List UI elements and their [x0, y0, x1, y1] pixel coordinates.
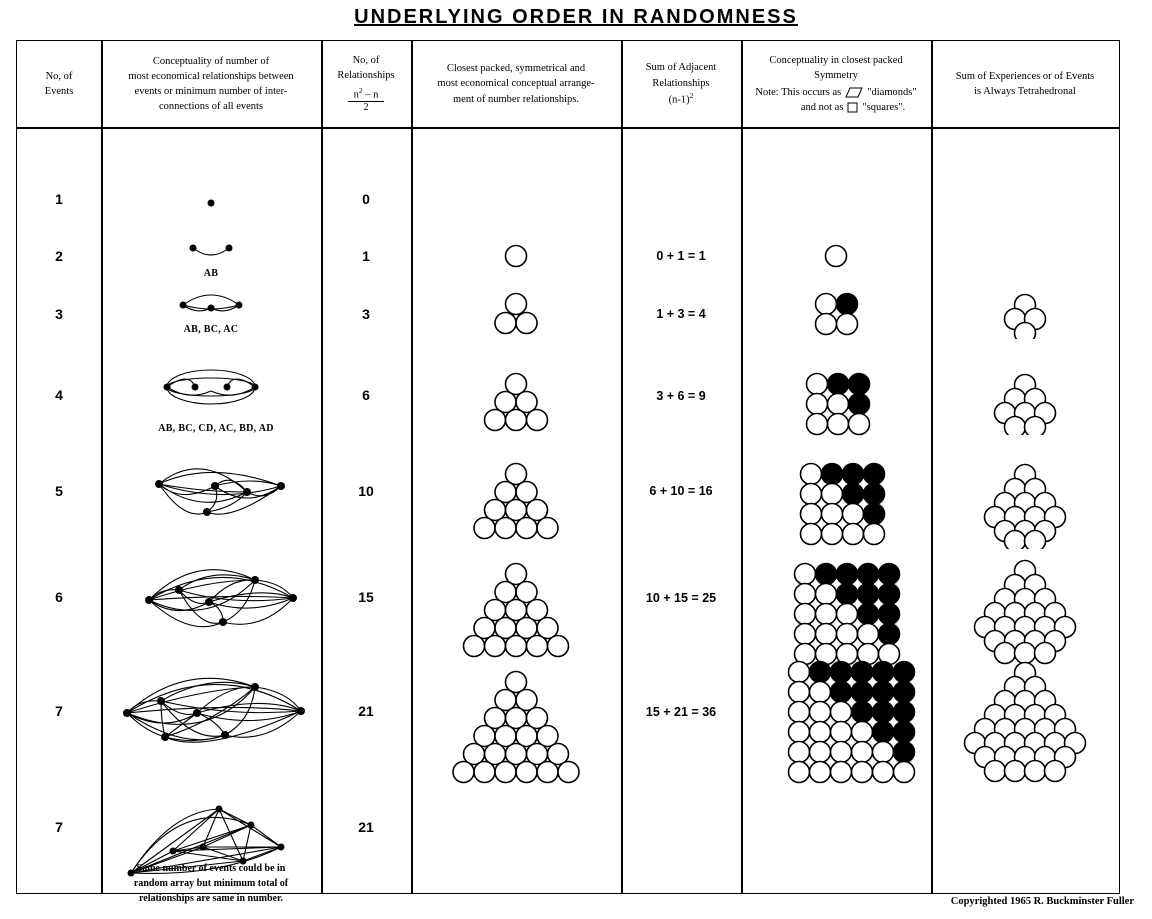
header-line: connections of all events [158, 101, 264, 113]
header-line: Relationships [337, 70, 395, 82]
packing-triangle-5 [411, 461, 621, 547]
header-closest-packed-arrangement [411, 41, 621, 127]
packing-diamond-6 [931, 559, 1119, 667]
row-sum-2: 0 + 1 = 1 [656, 249, 706, 263]
random-array-footnote [101, 861, 321, 906]
header-conceptuality-closest-packed-symmetry [741, 41, 931, 127]
square-icon [847, 102, 858, 113]
row-relationships-2: 1 [362, 248, 370, 264]
row-events-5: 5 [55, 483, 63, 499]
packing-triangle-2 [411, 239, 621, 273]
note-prefix: Note: This occurs as [755, 87, 842, 98]
packing-triangle-6 [411, 561, 621, 667]
graph-label-2: AB [203, 268, 219, 279]
graph-label-4: AB, BC, CD, AC, BD, AD [158, 423, 274, 434]
page-title-text: UNDERLYING ORDER IN RANDOMNESS [354, 6, 798, 28]
packing-square-5 [741, 461, 931, 551]
header-line: most economical conceptual arrange- [437, 78, 595, 90]
header-no-of-relationships [321, 41, 411, 127]
column-divider-1 [101, 41, 103, 893]
graph-4 [111, 361, 311, 423]
row-sum-6: 10 + 15 = 25 [645, 591, 717, 605]
note-mid: "diamonds" [867, 87, 917, 98]
note-suffix: and not as [800, 102, 844, 114]
packing-square-4 [741, 371, 931, 437]
column-divider-2 [321, 41, 323, 893]
row-relationships-7: 21 [358, 703, 374, 719]
header-sum-of-experiences-tetrahedral [931, 41, 1119, 127]
header-line: is Always Tetrahedronal [974, 86, 1076, 97]
graph-5 [111, 446, 311, 536]
header-line: Closest packed, symmetrical and [446, 63, 586, 75]
header-line: Sum of Experiences or of Events [955, 70, 1095, 82]
row-sum-4: 3 + 6 = 9 [656, 389, 706, 403]
row-events-4: 4 [55, 387, 63, 403]
row-events-3: 3 [55, 306, 63, 322]
header-conceptuality-relationships [101, 41, 321, 127]
row-events-1: 1 [55, 191, 63, 207]
graph-7 [105, 651, 317, 767]
header-line: Conceptuality of number of [152, 55, 270, 67]
graph-1 [111, 181, 311, 221]
row-events-2: 2 [55, 248, 63, 264]
row-sum-3: 1 + 3 = 4 [656, 307, 706, 321]
copyright-notice: Copyrighted 1965 R. Buckminster Fuller [950, 896, 1134, 907]
row-relationships-6: 15 [358, 589, 374, 605]
header-line: Relationships [652, 77, 710, 89]
packing-triangle-7 [411, 669, 621, 795]
footnote-line: Same number of events could be in [136, 863, 286, 874]
header-line: events or minimum number of inter- [134, 86, 288, 97]
column-divider-4 [621, 41, 623, 893]
packing-diamond-4 [931, 373, 1119, 435]
header-line: No, of [352, 55, 380, 67]
header-line: No, of [45, 70, 73, 82]
header-line: Sum of Adjacent [645, 62, 717, 74]
row-relationships-3: 3 [362, 306, 370, 322]
relationships-formula [348, 87, 385, 114]
row-events-6: 6 [55, 589, 63, 605]
graph-6 [111, 546, 311, 646]
packing-diamond-5 [931, 463, 1119, 549]
graph-label-3: AB, BC, AC [183, 324, 239, 335]
row-relationships-8: 21 [358, 819, 374, 835]
packing-diamond-3 [931, 293, 1119, 339]
packing-square-2 [741, 239, 931, 273]
header-no-of-events [17, 41, 101, 127]
header-line: Conceptuality in closest packed [769, 54, 903, 66]
header-line: Symmetry [814, 69, 858, 81]
diamond-icon [845, 87, 863, 98]
row-relationships-4: 6 [362, 387, 370, 403]
row-events-8: 7 [55, 819, 63, 835]
header-divider [17, 127, 1119, 129]
header-sum-of-adjacent-relationships [621, 41, 741, 127]
note-end: "squares". [862, 102, 906, 114]
row-sum-7: 15 + 21 = 36 [645, 705, 717, 719]
footnote-line: random array but minimum total of [133, 878, 289, 889]
header-line: most economical relationships between [128, 70, 294, 82]
packing-square-6 [741, 561, 931, 671]
packing-diamond-7 [931, 661, 1119, 789]
packing-triangle-4 [411, 371, 621, 437]
footnote-line: relationships are same in number. [139, 893, 283, 904]
header-line: $(n-1)^2$ [668, 90, 694, 106]
formula-numerator: $n^2$ – n [348, 87, 385, 102]
row-relationships-5: 10 [358, 483, 374, 499]
packing-square-3 [741, 291, 931, 339]
header-line: Events [44, 86, 74, 97]
row-relationships-1: 0 [362, 191, 370, 207]
packing-square-7 [741, 659, 931, 789]
row-events-7: 7 [55, 703, 63, 719]
row-sum-5: 6 + 10 = 16 [649, 484, 713, 498]
formula-denominator: 2 [363, 101, 369, 113]
header-line: ment of number relationships. [453, 93, 579, 105]
packing-triangle-3 [411, 291, 621, 339]
page-title [0, 6, 1152, 29]
